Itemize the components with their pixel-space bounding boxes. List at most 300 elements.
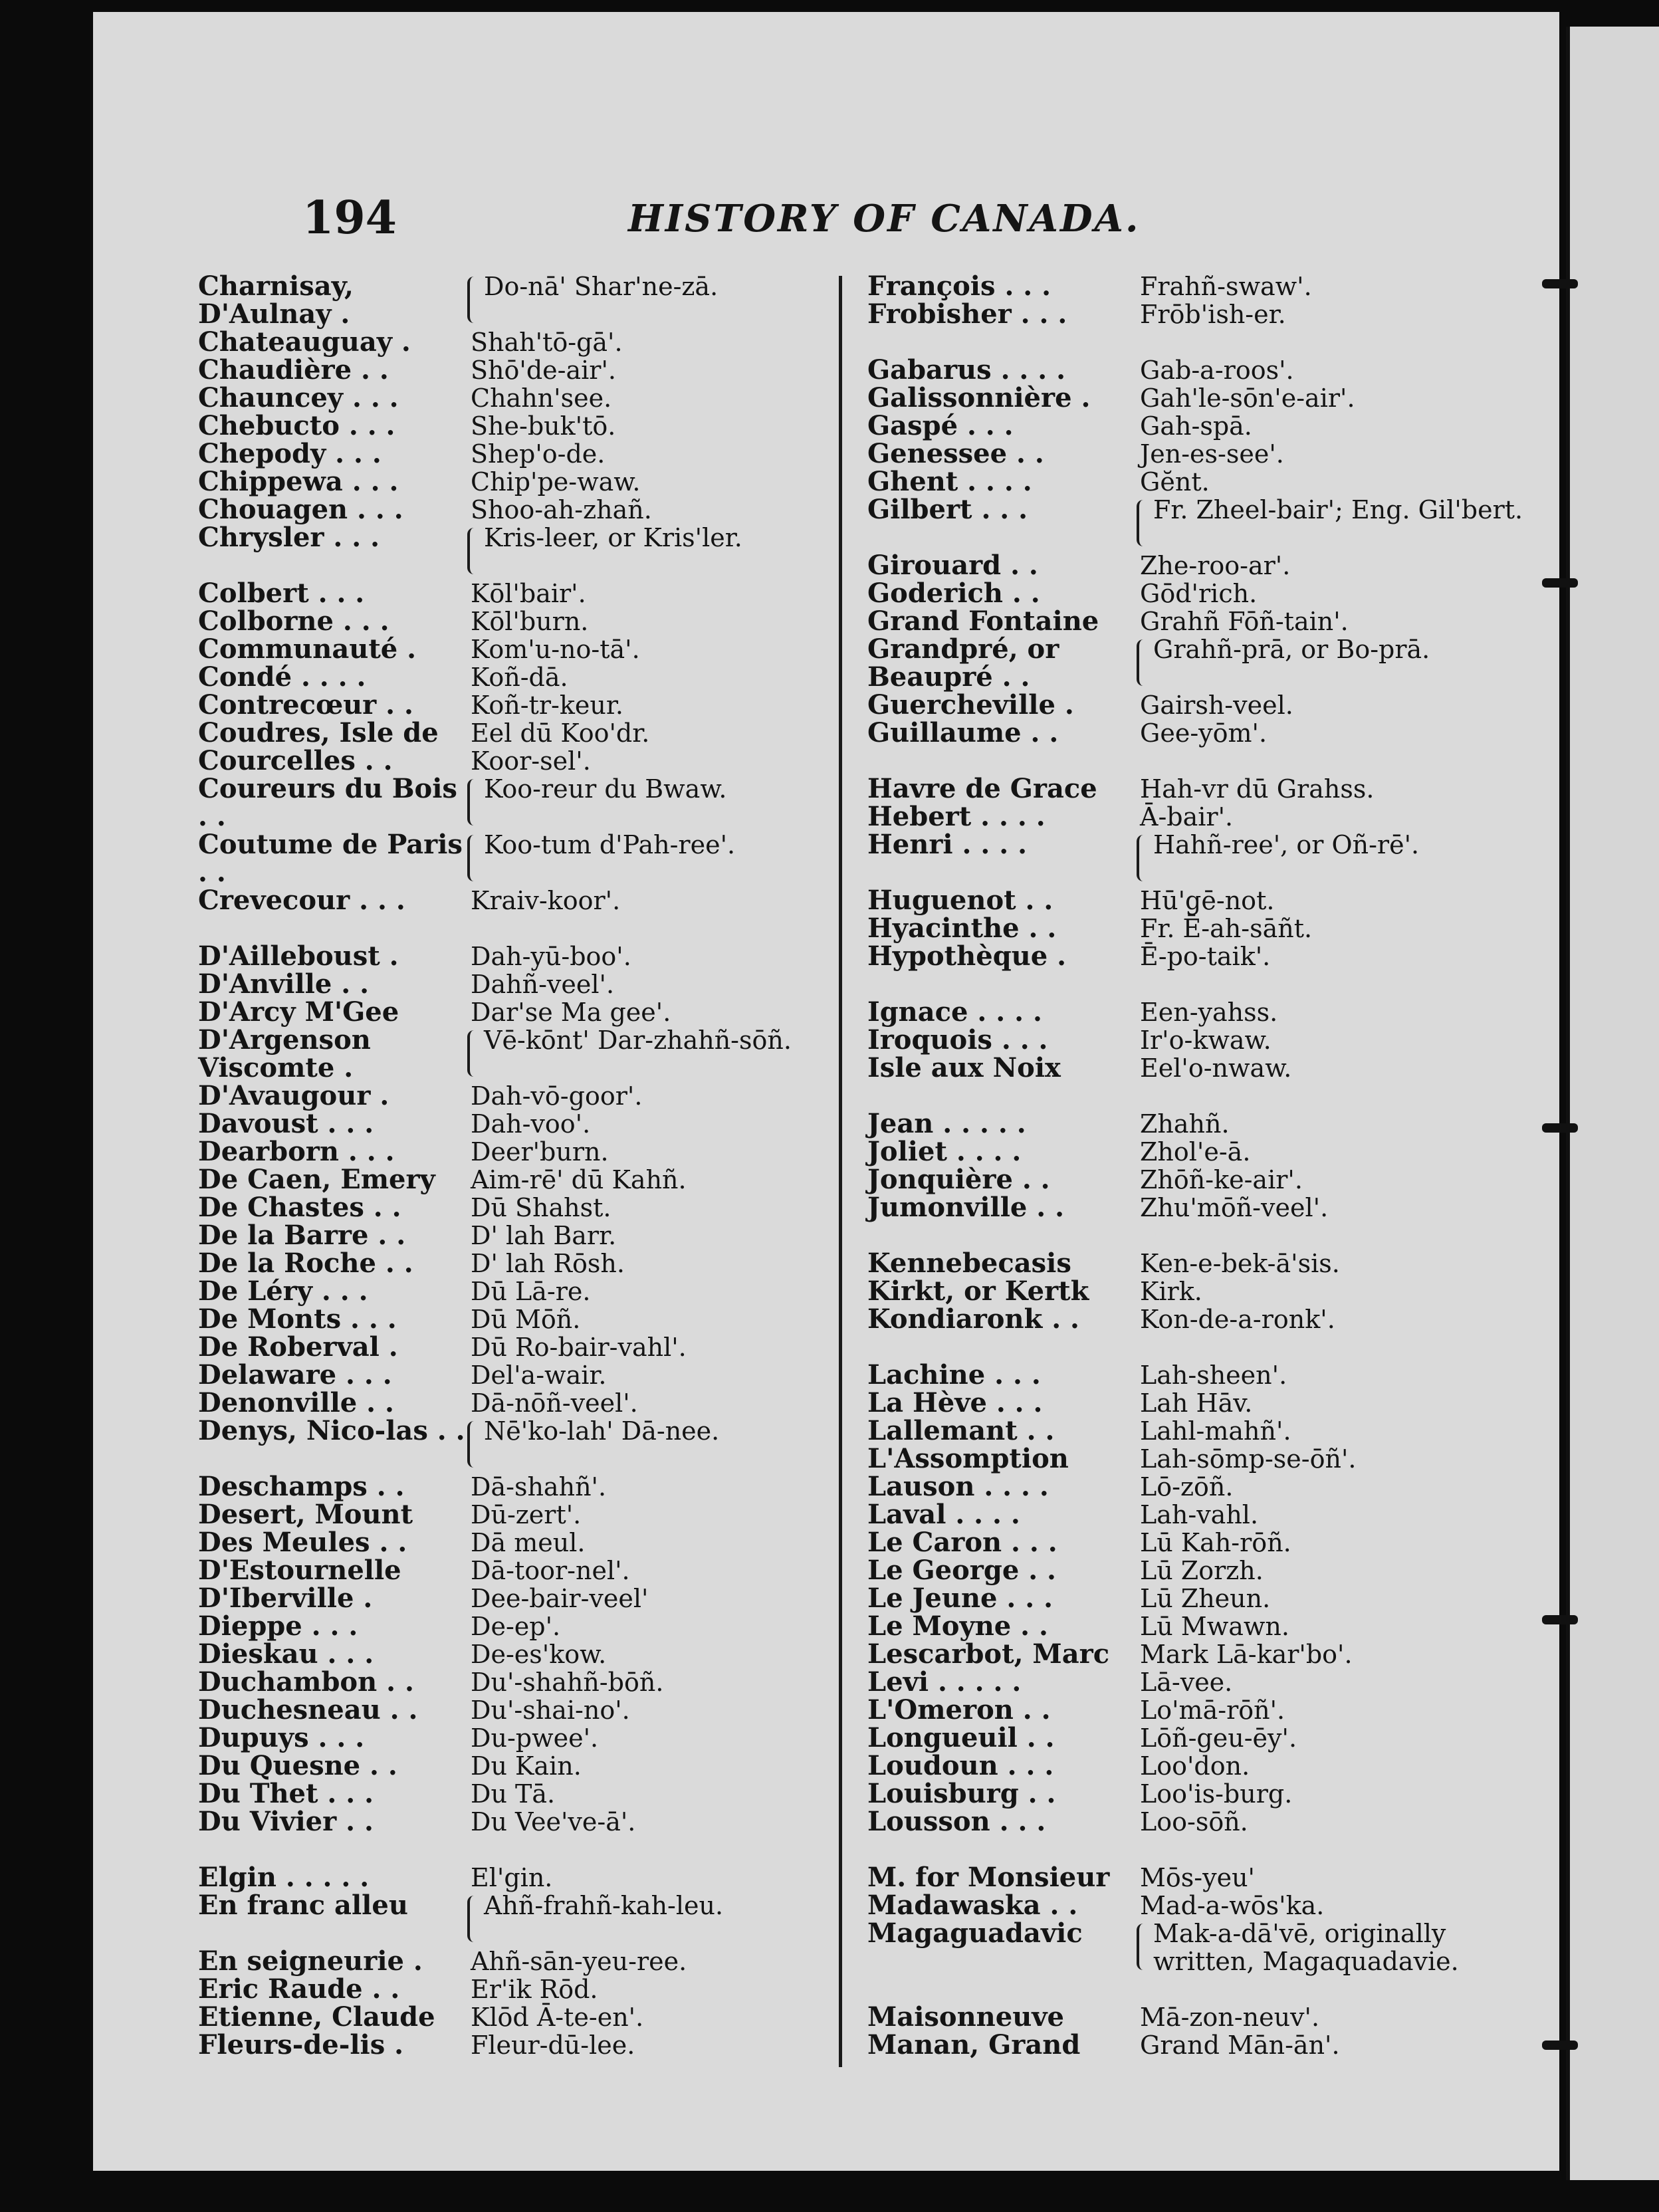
entry-pronunciation: Chip'pe-waw. [471, 467, 641, 497]
entry-pronunciation: Do-nā' Shar'ne-zā. [484, 272, 719, 301]
entry-term: Fleurs-de-lis . [198, 2029, 404, 2060]
glossary-entry [867, 300, 1532, 328]
entry-pronunciation: Gairsh-veel. [1140, 691, 1293, 720]
entry-term: Henri . . . . [867, 829, 1027, 860]
entry-term: D'Arcy M'Gee [198, 996, 399, 1028]
entry-pronunciation: Zhu'mōñ-veel'. [1140, 1193, 1329, 1222]
entry-term: Ignace . . . . [867, 996, 1042, 1028]
entry-pronunciation: Zhōñ-ke-air'. [1140, 1165, 1303, 1194]
glossary-entry [198, 1026, 863, 1082]
entry-pronunciation: Du Tā. [471, 1779, 556, 1809]
entry-pronunciation: Hah-vr dū Grahss. [1140, 774, 1375, 804]
glossary-entry [867, 356, 1532, 384]
entry-term: Manan, Grand [867, 2029, 1081, 2060]
entry-pronunciation: Dā-toor-nel'. [471, 1556, 630, 1585]
glossary-entry [867, 803, 1532, 831]
entry-pronunciation: D' lah Rōsh. [471, 1249, 625, 1278]
entry-pronunciation: Shah'tō-gā'. [471, 328, 623, 357]
glossary-entry [867, 412, 1532, 440]
glossary-entry [198, 1138, 863, 1166]
entry-pronunciation: Dū Shahst. [471, 1193, 611, 1222]
entry-pronunciation: Gab-a-roos'. [1140, 356, 1294, 385]
glossary-entry [867, 1166, 1532, 1194]
entry-pronunciation: Ahñ-sān-yeu-ree. [471, 1947, 687, 1976]
entry-term: Coutume de Paris . . [198, 829, 463, 888]
entry-pronunciation: Fleur-dū-lee. [471, 2031, 635, 2060]
glossary-entry [198, 1585, 863, 1612]
entry-term: Contrecœur . . [198, 689, 413, 720]
entry-pronunciation: She-buk'tō. [471, 411, 616, 441]
glossary-entry [198, 1975, 863, 2003]
glossary-entry [867, 691, 1532, 719]
entry-pronunciation: Ken-e-bek-ā'sis. [1140, 1249, 1340, 1278]
glossary-entry [867, 942, 1532, 970]
glossary-entry [198, 1110, 863, 1138]
entry-term: Galissonnière . [867, 382, 1091, 413]
entry-term: François . . . [867, 271, 1051, 302]
entry-pronunciation: Shep'o-de. [471, 439, 606, 469]
entry-pronunciation: Lū Mwawn. [1140, 1612, 1289, 1641]
entry-term: Charnisay, D'Aulnay . [198, 271, 354, 330]
glossary-entry [198, 608, 863, 635]
glossary-entry [867, 468, 1532, 496]
entry-term: Girouard . . [867, 550, 1038, 581]
glossary-entry [198, 1947, 863, 1975]
entry-term: Chauncey . . . [198, 382, 399, 413]
glossary-entry [198, 1473, 863, 1501]
entry-term: Deschamps . . [198, 1471, 405, 1502]
glossary-entry [867, 887, 1532, 915]
glossary-entry [198, 328, 863, 356]
entry-pronunciation: Een-yahss. [1140, 998, 1278, 1027]
entry-term: Dearborn . . . [198, 1136, 395, 1167]
glossary-entry [867, 635, 1532, 691]
entry-term: Crevecour . . . [198, 885, 405, 916]
entry-pronunciation: Lo'mā-rōñ'. [1140, 1696, 1285, 1725]
entry-term: Jonquière . . [867, 1164, 1050, 1195]
entry-pronunciation: Dū-zert'. [471, 1500, 582, 1529]
glossary-entry [198, 580, 863, 608]
glossary-entry [198, 468, 863, 496]
entry-pronunciation: Mōs-yeu' [1140, 1863, 1256, 1892]
glossary-entry [867, 915, 1532, 942]
glossary-entry [198, 356, 863, 384]
entry-pronunciation: Frahñ-swaw'. [1140, 272, 1312, 301]
entry-term: Magaguadavic [867, 1918, 1083, 1949]
entry-term: Le Jeune . . . [867, 1583, 1053, 1614]
entry-term: Huguenot . . [867, 885, 1053, 916]
entry-term: M. for Monsieur [867, 1862, 1110, 1893]
entry-pronunciation: Du'-shai-no'. [471, 1696, 630, 1725]
entry-pronunciation: Lū Zorzh. [1140, 1556, 1264, 1585]
entry-term: D'Argenson Viscomte . [198, 1024, 371, 1083]
glossary-entry [198, 1305, 863, 1333]
entry-pronunciation: Gah-spā. [1140, 411, 1252, 441]
entry-term: Denonville . . [198, 1387, 394, 1418]
entry-term: Goderich . . [867, 578, 1040, 609]
entry-term: Dieskau . . . [198, 1638, 374, 1670]
entry-term: Grand Fontaine [867, 606, 1099, 637]
glossary-entry [867, 580, 1532, 608]
entry-term: En seigneurie . [198, 1945, 423, 1977]
entry-pronunciation: Koñ-dā. [471, 663, 568, 692]
entry-term: Kondiaronk . . [867, 1303, 1079, 1335]
glossary-entry [867, 1892, 1532, 1920]
entry-term: De Chastes . . [198, 1192, 401, 1223]
entry-term: Madawaska . . [867, 1890, 1078, 1921]
entry-pronunciation: Mā-zon-neuv'. [1140, 2003, 1320, 2032]
glossary-entry [867, 1752, 1532, 1780]
entry-pronunciation: Du-pwee'. [471, 1723, 599, 1753]
glossary-entry [198, 1752, 863, 1780]
entry-pronunciation: Eel dū Koo'dr. [471, 719, 650, 748]
entry-pronunciation: Loo'is-burg. [1140, 1779, 1293, 1809]
entry-term: La Hève . . . [867, 1387, 1043, 1418]
glossary-entry [867, 1445, 1532, 1473]
entry-pronunciation: Lahl-mahñ'. [1140, 1416, 1291, 1446]
glossary-entry [867, 775, 1532, 803]
entry-pronunciation: Du'-shahñ-bōñ. [471, 1668, 664, 1697]
glossary-entry [867, 1668, 1532, 1696]
entry-pronunciation: Jen-es-see'. [1140, 439, 1284, 469]
glossary-entry [198, 440, 863, 468]
entry-pronunciation: Aim-rē' dū Kahñ. [471, 1165, 687, 1194]
glossary-entry [867, 1473, 1532, 1501]
glossary-entry [198, 2003, 863, 2031]
entry-term: Dieppe . . . [198, 1610, 358, 1642]
entry-pronunciation: Koor-sel'. [471, 746, 591, 776]
glossary-entry [198, 1696, 863, 1724]
entry-pronunciation: Ir'o-kwaw. [1140, 1026, 1272, 1055]
entry-pronunciation: Eel'o-nwaw. [1140, 1053, 1292, 1083]
glossary-entry [198, 747, 863, 775]
glossary-entry [198, 1668, 863, 1696]
glossary-entry [198, 524, 863, 580]
entry-pronunciation: Gōd'rich. [1140, 579, 1258, 608]
entry-pronunciation: Shō'de-air'. [471, 356, 616, 385]
glossary-entry [198, 998, 863, 1026]
glossary-entry [867, 440, 1532, 468]
entry-term: Grandpré, or Beaupré . . [867, 633, 1059, 693]
glossary-entry [198, 691, 863, 719]
glossary-entry [198, 942, 863, 970]
entry-pronunciation: Grand Mān-ān'. [1140, 2031, 1340, 2060]
entry-term: Gilbert . . . [867, 494, 1028, 525]
glossary-entry [867, 831, 1532, 887]
glossary-entry [198, 1166, 863, 1194]
entry-term: Maisonneuve [867, 2001, 1064, 2033]
glossary-entry [198, 663, 863, 691]
entry-pronunciation: Grahñ-prā, or Bo-prā. [1153, 635, 1430, 664]
glossary-entry [867, 608, 1532, 635]
glossary-entry [198, 1808, 863, 1836]
entry-term: Kirkt, or Kertk [867, 1275, 1089, 1307]
entry-term: Lauson . . . . [867, 1471, 1049, 1502]
entry-term: Chaudière . . [198, 354, 389, 386]
glossary-entry [198, 1082, 863, 1110]
glossary-entry [867, 1501, 1532, 1529]
glossary-entry [198, 1361, 863, 1389]
entry-term: Kennebecasis [867, 1248, 1071, 1279]
entry-pronunciation: Zhol'e-ā. [1140, 1137, 1251, 1166]
entry-pronunciation: Koo-reur du Bwaw. [484, 774, 727, 804]
entry-pronunciation: Hū'gē-not. [1140, 886, 1275, 915]
entry-pronunciation: Del'a-wair. [471, 1361, 607, 1390]
entry-term: L'Omeron . . [867, 1694, 1051, 1725]
glossary-entry [867, 1277, 1532, 1305]
entry-term: De Roberval . [198, 1331, 398, 1363]
glossary-entry [198, 496, 863, 524]
entry-pronunciation: Hahñ-ree', or Oñ-rē'. [1153, 830, 1420, 859]
entry-term: Davoust . . . [198, 1108, 374, 1139]
entry-pronunciation: Kōl'burn. [471, 607, 589, 636]
entry-term: Gabarus . . . . [867, 354, 1066, 386]
glossary-entry [867, 1696, 1532, 1724]
entry-term: De la Roche . . [198, 1248, 413, 1279]
glossary-entry [198, 1780, 863, 1808]
glossary-entry [867, 998, 1532, 1026]
glossary-entry [867, 1194, 1532, 1222]
glossary-entry [198, 384, 863, 412]
entry-term: Frobisher . . . [867, 298, 1067, 330]
entry-term: Dupuys . . . [198, 1722, 365, 1753]
glossary-entry [867, 496, 1532, 552]
glossary-entry [867, 2031, 1532, 2059]
glossary-entry [198, 2031, 863, 2059]
glossary-entry [867, 552, 1532, 580]
entry-term: Lachine . . . [867, 1359, 1041, 1390]
entry-pronunciation: Kom'u-no-tā'. [471, 635, 640, 664]
glossary-entry [198, 1612, 863, 1640]
entry-term: Condé . . . . [198, 661, 366, 693]
glossary-entry [198, 1333, 863, 1361]
entry-pronunciation: De-ep'. [471, 1612, 561, 1641]
entry-pronunciation: D' lah Barr. [471, 1221, 617, 1250]
entry-term: Chouagen . . . [198, 494, 403, 525]
glossary-entry [198, 1724, 863, 1752]
entry-pronunciation: Ahñ-frahñ-kah-leu. [484, 1891, 724, 1920]
entry-pronunciation: Gah'le-sōn'e-air'. [1140, 384, 1355, 413]
entry-term: Etienne, Claude [198, 2001, 435, 2033]
entry-pronunciation: Deer'burn. [471, 1137, 609, 1166]
entry-pronunciation: Shoo-ah-zhañ. [471, 495, 652, 524]
entry-pronunciation: Dū Mōñ. [471, 1305, 581, 1334]
entry-pronunciation: Lah-sheen'. [1140, 1361, 1287, 1390]
entry-term: Chrysler . . . [198, 522, 380, 553]
entry-pronunciation: Lā-vee. [1140, 1668, 1233, 1697]
entry-pronunciation: Lō-zōñ. [1140, 1472, 1234, 1501]
entry-term: Le George . . [867, 1555, 1056, 1586]
entry-term: D'Estournelle [198, 1555, 401, 1586]
entry-pronunciation: Koñ-tr-keur. [471, 691, 623, 720]
entry-term: Lallemant . . [867, 1415, 1055, 1446]
glossary-entry [867, 1054, 1532, 1082]
entry-pronunciation: Koo-tum d'Pah-ree'. [484, 830, 736, 859]
glossary-entry [198, 1892, 863, 1947]
binding-stitch [1542, 578, 1578, 588]
entry-term: Desert, Mount [198, 1499, 413, 1530]
entry-term: Guercheville . [867, 689, 1074, 720]
entry-pronunciation: Lū Kah-rōñ. [1140, 1528, 1291, 1557]
glossary-entry [198, 1529, 863, 1557]
entry-pronunciation: Lah-vahl. [1140, 1500, 1259, 1529]
entry-pronunciation: Er'ik Rōd. [471, 1975, 598, 2004]
entry-term: Coureurs du Bois . . [198, 773, 457, 832]
entry-pronunciation: Lah-sōmp-se-ōñ'. [1140, 1444, 1357, 1474]
glossary-entry [198, 1417, 863, 1473]
entry-term: Eric Raude . . [198, 1973, 400, 2005]
entry-term: Hypothèque . [867, 940, 1067, 972]
pronunciation-column-right [867, 273, 1532, 2059]
glossary-entry [198, 1222, 863, 1250]
entry-pronunciation: Fr. Ē-ah-sāñt. [1140, 914, 1313, 943]
entry-pronunciation: Dah-vō-goor'. [471, 1081, 643, 1111]
entry-term: Le Caron . . . [867, 1527, 1057, 1558]
entry-term: Communauté . [198, 633, 417, 665]
entry-term: Elgin . . . . . [198, 1862, 370, 1893]
entry-term: Lescarbot, Marc [867, 1638, 1110, 1670]
entry-term: Jean . . . . . [867, 1108, 1026, 1139]
glossary-entry [867, 2003, 1532, 2031]
entry-term: Du Vivier . . [198, 1806, 374, 1837]
entry-pronunciation: Dā meul. [471, 1528, 586, 1557]
glossary-entry [867, 273, 1532, 300]
entry-pronunciation: Dahñ-veel'. [471, 970, 615, 999]
entry-term: Iroquois . . . [867, 1024, 1048, 1055]
glossary-entry [198, 831, 863, 887]
entry-pronunciation: Nē'ko-lah' Dā-nee. [484, 1416, 720, 1446]
entry-pronunciation: Dar'se Ma gee'. [471, 998, 671, 1027]
glossary-entry [198, 1194, 863, 1222]
entry-pronunciation: Chahn'see. [471, 384, 612, 413]
entry-term: Le Moyne . . [867, 1610, 1048, 1642]
entry-term: Des Meules . . [198, 1527, 407, 1558]
entry-pronunciation: Kraiv-koor'. [471, 886, 621, 915]
glossary-entry [867, 1250, 1532, 1277]
entry-term: Joliet . . . . [867, 1136, 1022, 1167]
entry-term: En franc alleu [198, 1890, 408, 1921]
binding-stitch [1542, 279, 1578, 288]
glossary-entry [867, 1612, 1532, 1640]
glossary-entry [867, 1724, 1532, 1752]
entry-term: Isle aux Noix [867, 1052, 1061, 1083]
entry-term: Jumonville . . [867, 1192, 1065, 1223]
glossary-entry [867, 1389, 1532, 1417]
entry-pronunciation: Mad-a-wōs'ka. [1140, 1891, 1325, 1920]
glossary-entry [867, 1305, 1532, 1333]
entry-term: De Monts . . . [198, 1303, 397, 1335]
entry-pronunciation: Dah-yū-boo'. [471, 942, 631, 971]
glossary-entry [198, 412, 863, 440]
entry-pronunciation: Fr. Zheel-bair'; Eng. Gil'bert. [1153, 495, 1523, 524]
entry-term: Chippewa . . . [198, 466, 399, 497]
entry-term: Havre de Grace [867, 773, 1097, 804]
entry-term: Hyacinthe . . [867, 913, 1057, 944]
entry-pronunciation: Lōñ-geu-ēy'. [1140, 1723, 1297, 1753]
entry-term: Chateauguay . [198, 326, 411, 358]
entry-term: Levi . . . . . [867, 1666, 1022, 1698]
entry-pronunciation: Dā-nōñ-veel'. [471, 1388, 638, 1418]
entry-pronunciation: Gĕnt. [1140, 467, 1210, 497]
entry-pronunciation: Frōb'ish-er. [1140, 300, 1286, 329]
entry-pronunciation: De-es'kow. [471, 1640, 607, 1669]
glossary-entry [867, 1585, 1532, 1612]
glossary-entry [198, 635, 863, 663]
entry-pronunciation: Mak-a-dā'vē, originally written, Magaquadavie. [1153, 1919, 1459, 1976]
entry-term: D'Avaugour . [198, 1080, 389, 1111]
entry-pronunciation: Loo-sōñ. [1140, 1807, 1248, 1836]
glossary-entry [198, 1389, 863, 1417]
entry-term: De Léry . . . [198, 1275, 368, 1307]
glossary-entry [867, 1557, 1532, 1585]
page-header [302, 191, 1299, 251]
entry-term: Chebucto . . . [198, 410, 395, 441]
entry-term: Coudres, Isle de [198, 717, 439, 748]
pronunciation-column-left [198, 273, 863, 2059]
entry-term: Courcelles . . [198, 745, 393, 776]
glossary-entry [867, 1808, 1532, 1836]
entry-term: Duchambon . . [198, 1666, 414, 1698]
entry-term: Du Thet . . . [198, 1778, 374, 1809]
glossary-entry [198, 1864, 863, 1892]
entry-pronunciation: Dū Lā-re. [471, 1277, 591, 1306]
glossary-entry [867, 1920, 1532, 2003]
glossary-entry [867, 1138, 1532, 1166]
entry-term: Gaspé . . . [867, 410, 1014, 441]
entry-pronunciation: Dee-bair-veel' [471, 1584, 649, 1613]
entry-term: Laval . . . . [867, 1499, 1020, 1530]
glossary-entry [198, 1640, 863, 1668]
glossary-entry [198, 1501, 863, 1529]
entry-pronunciation: El'gin. [471, 1863, 553, 1892]
entry-pronunciation: Kōl'bair'. [471, 579, 586, 608]
entry-pronunciation: Du Vee've-ā'. [471, 1807, 636, 1836]
glossary-entry [867, 1780, 1532, 1808]
entry-term: Chepody . . . [198, 438, 382, 469]
entry-term: De la Barre . . [198, 1220, 406, 1251]
glossary-entry [198, 1557, 863, 1585]
entry-pronunciation: Dā-shahñ'. [471, 1472, 607, 1501]
glossary-entry [867, 1529, 1532, 1557]
entry-pronunciation: Kirk. [1140, 1277, 1202, 1306]
binding-stitch [1542, 1615, 1578, 1624]
glossary-entry [198, 1277, 863, 1305]
entry-term: Genessee . . [867, 438, 1044, 469]
entry-pronunciation: Vē-kōnt' Dar-zhahñ-sōñ. [484, 1026, 792, 1055]
page-number: 194 [302, 191, 397, 245]
glossary-entry [867, 1361, 1532, 1389]
entry-pronunciation: Mark Lā-kar'bo'. [1140, 1640, 1353, 1669]
entry-pronunciation: Ā-bair'. [1140, 802, 1234, 831]
entry-term: Duchesneau . . [198, 1694, 418, 1725]
entry-term: D'Iberville . [198, 1583, 373, 1614]
glossary-entry [867, 1417, 1532, 1445]
entry-pronunciation: Loo'don. [1140, 1751, 1250, 1781]
entry-term: Delaware . . . [198, 1359, 392, 1390]
entry-pronunciation: Zhahñ. [1140, 1109, 1230, 1139]
glossary-entry [198, 775, 863, 831]
entry-term: Longueuil . . [867, 1722, 1055, 1753]
entry-term: Colborne . . . [198, 606, 389, 637]
entry-term: Louisburg . . [867, 1778, 1056, 1809]
binding-stitch [1542, 2041, 1578, 2050]
glossary-entry [867, 1026, 1532, 1054]
entry-term: De Caen, Emery [198, 1164, 435, 1195]
binding-stitch [1542, 1123, 1578, 1133]
entry-term: Denys, Nico-las . . [198, 1415, 465, 1446]
entry-term: D'Ailleboust . [198, 940, 399, 972]
entry-pronunciation: Kris-leer, or Kris'ler. [484, 523, 742, 552]
